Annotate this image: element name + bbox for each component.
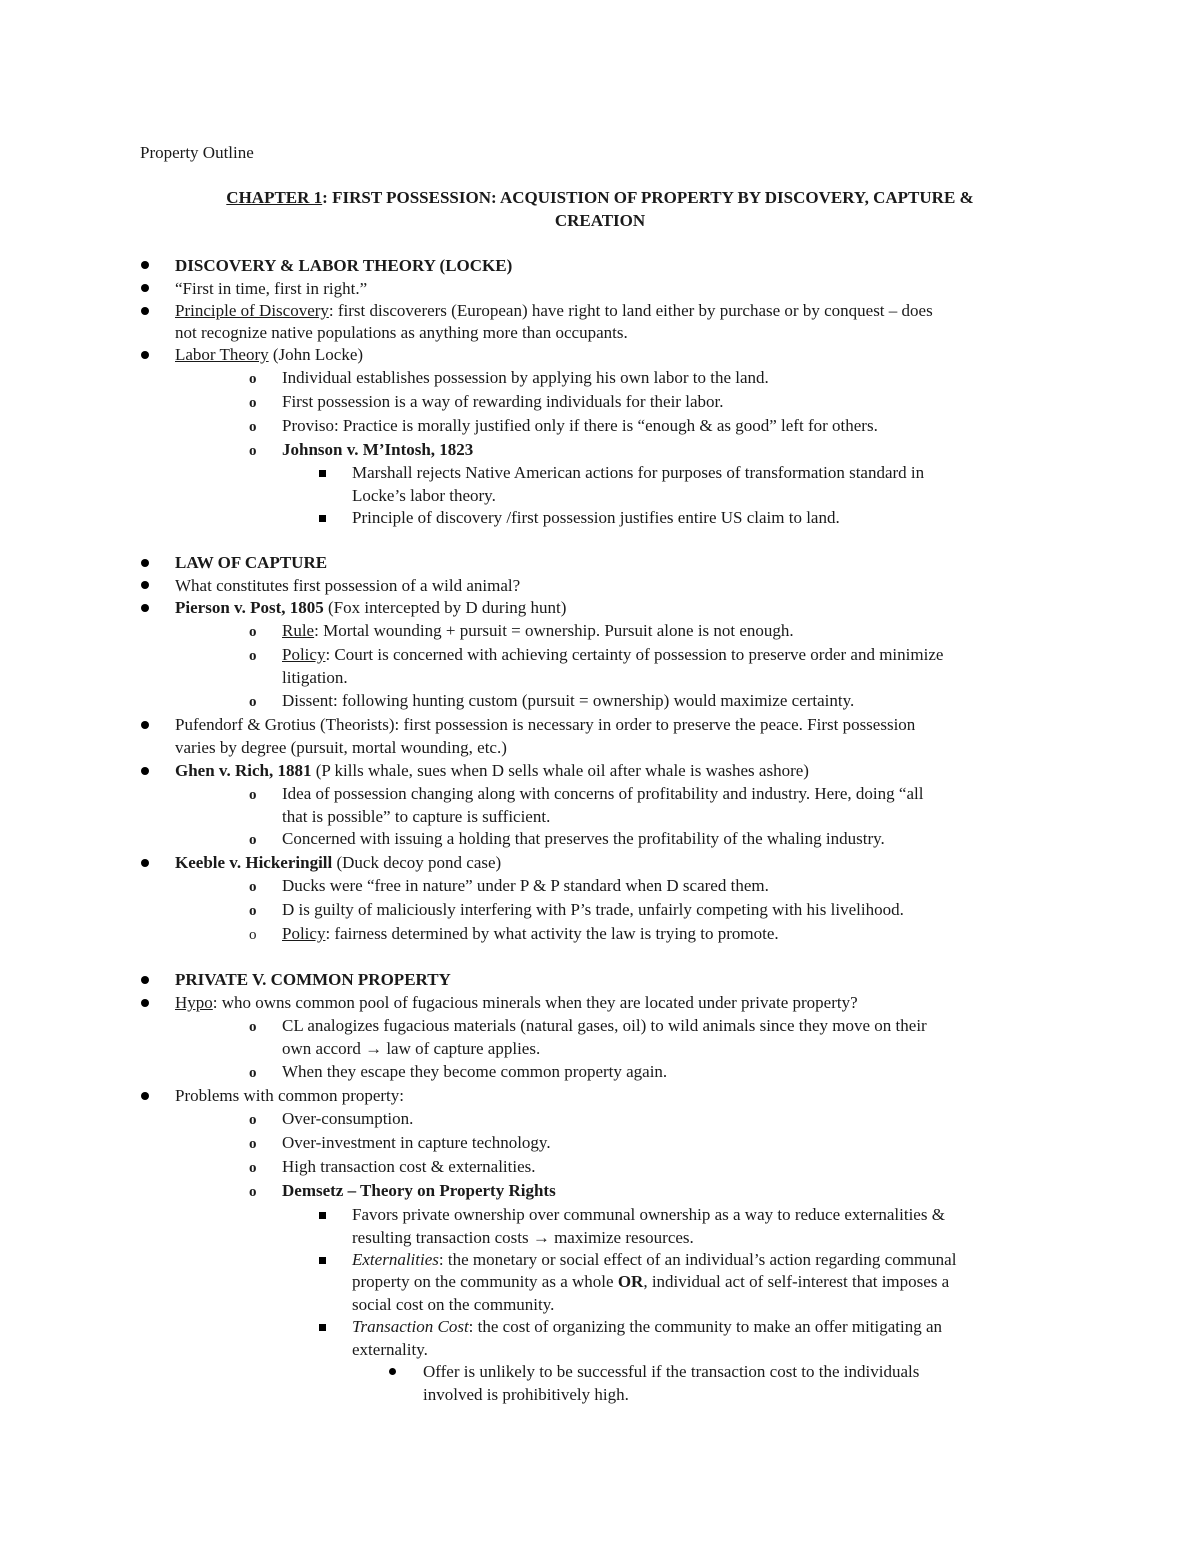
chapter-title: : FIRST POSSESSION: ACQUISTION OF PROPERTY BY DISCOVERY, CAPTURE & bbox=[322, 188, 974, 207]
text: : who owns common pool of fugacious minerals when they are located under private property? bbox=[212, 993, 858, 1012]
text: (P kills whale, sues when D sells whale oil after whale is washes ashore) bbox=[311, 761, 809, 780]
list-item: Principle of discovery /first possession justifies entire US claim to land. bbox=[352, 508, 840, 527]
section-heading-discovery: DISCOVERY & LABOR THEORY (LOCKE) bbox=[175, 256, 513, 275]
list-item bbox=[175, 344, 363, 366]
list-item: Concerned with issuing a holding that preserves the profitability of the whaling industry. bbox=[282, 829, 885, 848]
bullet-disc-icon bbox=[141, 604, 149, 612]
bullet-circle-icon: o bbox=[249, 879, 257, 895]
list-item: Dissent: following hunting custom (pursuit = ownership) would maximize certainty. bbox=[282, 691, 855, 710]
section-heading-common: PRIVATE V. COMMON PROPERTY bbox=[175, 970, 451, 989]
list-item: CL analogizes fugacious materials (natural gases, oil) to wild animals since they move on their bbox=[282, 1016, 927, 1035]
bullet-circle-icon: o bbox=[249, 832, 257, 848]
text: : first discoverers (European) have right to land either by purchase or by conquest – does bbox=[328, 301, 933, 320]
list-item-continued: Locke’s labor theory. bbox=[352, 486, 496, 505]
emphasis: OR bbox=[617, 1272, 644, 1291]
bullet-circle-icon: o bbox=[249, 1184, 257, 1200]
bullet-disc-icon bbox=[141, 1092, 149, 1100]
bullet-disc-icon bbox=[141, 767, 149, 775]
bullet-circle-icon: o bbox=[249, 787, 257, 803]
list-item-continued bbox=[352, 1227, 694, 1249]
bullet-circle-icon: o bbox=[249, 648, 257, 664]
chapter-label: CHAPTER 1 bbox=[226, 188, 323, 207]
list-item: Over-investment in capture technology. bbox=[282, 1133, 551, 1152]
theory-name: Demsetz – Theory on Property Rights bbox=[282, 1181, 556, 1200]
bullet-circle-icon: o bbox=[249, 1136, 257, 1152]
bullet-disc-icon bbox=[141, 581, 149, 589]
list-item bbox=[352, 1249, 956, 1271]
list-item bbox=[282, 644, 943, 666]
text: maximize resources. bbox=[549, 1228, 694, 1247]
term: Externalities bbox=[352, 1250, 439, 1269]
list-item bbox=[175, 760, 809, 782]
list-item: Marshall rejects Native American actions for purposes of transformation standard in bbox=[352, 463, 925, 482]
text: (John Locke) bbox=[268, 345, 364, 364]
term: Transaction Cost bbox=[352, 1317, 469, 1336]
list-item: Over-consumption. bbox=[282, 1109, 414, 1128]
bullet-square-icon bbox=[319, 470, 326, 477]
list-item bbox=[352, 1316, 942, 1338]
list-item: First possession is a way of rewarding individuals for their labor. bbox=[282, 392, 724, 411]
bullet-disc-icon bbox=[141, 351, 149, 359]
case-name: Keeble v. Hickeringill bbox=[175, 853, 333, 872]
list-item-continued: varies by degree (pursuit, mortal wounding, etc.) bbox=[175, 738, 507, 757]
list-item bbox=[282, 923, 779, 945]
text: : fairness determined by what activity the law is trying to promote. bbox=[325, 924, 779, 943]
list-item-continued bbox=[352, 1271, 949, 1293]
list-item: D is guilty of maliciously interfering with P’s trade, unfairly competing with his livelihood. bbox=[282, 900, 904, 919]
bullet-square-icon bbox=[319, 1257, 326, 1264]
list-item bbox=[175, 300, 933, 322]
text: own accord bbox=[282, 1039, 366, 1058]
case-name: Johnson v. M’Intosh, 1823 bbox=[282, 440, 474, 459]
chapter-heading bbox=[150, 186, 1050, 232]
list-item-continued: that is possible” to capture is sufficient. bbox=[282, 807, 551, 826]
list-item-continued: involved is prohibitively high. bbox=[423, 1385, 629, 1404]
chapter-heading-line1 bbox=[150, 186, 1050, 209]
bullet-square-icon bbox=[319, 1324, 326, 1331]
text: : the monetary or social effect of an individual’s action regarding communal bbox=[438, 1250, 957, 1269]
list-item-continued: externality. bbox=[352, 1340, 428, 1359]
bullet-disc-icon bbox=[141, 261, 149, 269]
list-item: Individual establishes possession by applying his own labor to the land. bbox=[282, 368, 769, 387]
bullet-square-icon bbox=[319, 515, 326, 522]
bullet-circle-icon: o bbox=[249, 419, 257, 435]
list-item: Offer is unlikely to be successful if the transaction cost to the individuals bbox=[423, 1362, 920, 1381]
bullet-disc-icon bbox=[141, 976, 149, 984]
text: : the cost of organizing the community to make an offer mitigating an bbox=[468, 1317, 943, 1336]
list-item: Ducks were “free in nature” under P & P standard when D scared them. bbox=[282, 876, 769, 895]
bullet-disc-icon bbox=[141, 721, 149, 729]
bullet-disc-icon bbox=[141, 284, 149, 292]
text: : Court is concerned with achieving certainty of possession to preserve order and minimize bbox=[325, 645, 944, 664]
list-item bbox=[175, 597, 566, 619]
list-item: What constitutes first possession of a wild animal? bbox=[175, 576, 521, 595]
term: Policy bbox=[282, 645, 326, 664]
bullet-circle-icon: o bbox=[249, 395, 257, 411]
bullet-disc-icon bbox=[141, 859, 149, 867]
document-title: Property Outline bbox=[140, 143, 254, 162]
list-item: When they escape they become common property again. bbox=[282, 1062, 668, 1081]
list-item: Problems with common property: bbox=[175, 1086, 405, 1105]
bullet-disc-icon bbox=[141, 999, 149, 1007]
term: Policy bbox=[282, 924, 326, 943]
term: Rule bbox=[282, 621, 315, 640]
list-item: Idea of possession changing along with concerns of profitability and industry. Here, doing “all bbox=[282, 784, 924, 803]
list-item: Pufendorf & Grotius (Theorists): first possession is necessary in order to preserve the peace. First possession bbox=[175, 715, 916, 734]
bullet-circle-icon: o bbox=[249, 694, 257, 710]
section-heading-capture: LAW OF CAPTURE bbox=[175, 553, 328, 572]
text: property on the community as a whole bbox=[352, 1272, 618, 1291]
list-item: High transaction cost & externalities. bbox=[282, 1157, 536, 1176]
term: Labor Theory bbox=[175, 345, 269, 364]
bullet-circle-icon: o bbox=[249, 443, 257, 459]
bullet-circle-icon: o bbox=[249, 1112, 257, 1128]
list-item-continued bbox=[282, 1038, 540, 1060]
text: (Duck decoy pond case) bbox=[332, 853, 502, 872]
bullet-disc-icon bbox=[141, 307, 149, 315]
text: : Mortal wounding + pursuit = ownership. Pursuit alone is not enough. bbox=[314, 621, 794, 640]
chapter-heading-line2: CREATION bbox=[554, 211, 646, 230]
bullet-circle-icon: o bbox=[249, 371, 257, 387]
bullet-circle-icon: o bbox=[249, 1160, 257, 1176]
bullet-circle-icon: o bbox=[249, 927, 257, 943]
list-item bbox=[175, 852, 501, 874]
bullet-circle-icon: o bbox=[249, 903, 257, 919]
case-name: Pierson v. Post, 1805 bbox=[175, 598, 324, 617]
arrow-right-icon: → bbox=[532, 1228, 550, 1247]
arrow-right-icon: → bbox=[365, 1039, 383, 1058]
list-item bbox=[282, 620, 794, 642]
bullet-square-icon bbox=[319, 1212, 326, 1219]
term: Principle of Discovery bbox=[175, 301, 329, 320]
term: Hypo bbox=[175, 993, 213, 1012]
text: (Fox intercepted by D during hunt) bbox=[323, 598, 567, 617]
list-item-continued: not recognize native populations as anything more than occupants. bbox=[175, 323, 628, 342]
list-item-continued: litigation. bbox=[282, 668, 348, 687]
bullet-circle-icon: o bbox=[249, 624, 257, 640]
list-item: “First in time, first in right.” bbox=[175, 279, 368, 298]
case-name: Ghen v. Rich, 1881 bbox=[175, 761, 312, 780]
list-item: Proviso: Practice is morally justified only if there is “enough & as good” left for others. bbox=[282, 416, 878, 435]
list-item-continued: social cost on the community. bbox=[352, 1295, 555, 1314]
list-item: Favors private ownership over communal ownership as a way to reduce externalities & bbox=[352, 1205, 945, 1224]
text: law of capture applies. bbox=[382, 1039, 541, 1058]
bullet-circle-icon: o bbox=[249, 1019, 257, 1035]
text: resulting transaction costs bbox=[352, 1228, 533, 1247]
list-item bbox=[175, 992, 858, 1014]
bullet-disc-icon bbox=[141, 559, 149, 567]
bullet-circle-icon: o bbox=[249, 1065, 257, 1081]
text: , individual act of self-interest that imposes a bbox=[643, 1272, 950, 1291]
bullet-disc-icon bbox=[389, 1368, 396, 1375]
